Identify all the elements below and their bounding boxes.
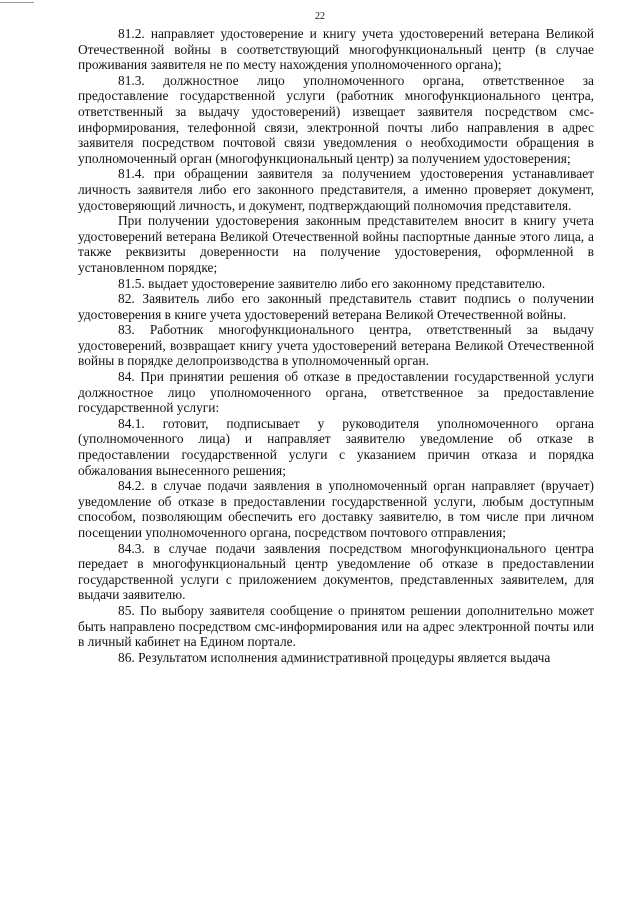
scan-corner-mark bbox=[0, 2, 34, 3]
paragraph-81-2: 81.2. направляет удостоверение и книгу учета удостоверений ветерана Великой Отечественной войны в соответствующий многофункциональный центр (в случае проживания заявителя не по месту нахождения уполномоченного органа); bbox=[78, 26, 594, 73]
paragraph-representative: При получении удостоверения законным представителем вносит в книгу учета удостоверений ветерана Великой Отечественной войны паспортные данные этого лица, а также реквизиты доверенности на получение удостоверения, оформленной в установленном порядке; bbox=[78, 213, 594, 275]
paragraph-84-2: 84.2. в случае подачи заявления в уполномоченный орган направляет (вручает) уведомление об отказе в предоставлении государственной услуги, любым доступным способом, позволяющим обеспечить его доставку заявителю, в том числе при личном посещении уполномоченного органа, посредством почтового отправления; bbox=[78, 478, 594, 540]
paragraph-86: 86. Результатом исполнения административной процедуры является выдача bbox=[118, 649, 551, 665]
paragraph-84-3: 84.3. в случае подачи заявления посредством многофункционального центра передает в многофункциональный центр уведомление об отказе в предоставлении государственной услуги с приложением документов, представленных заявителем, для выдачи заявителю. bbox=[78, 540, 594, 603]
paragraph-84: 84. При принятии решения об отказе в предоставлении государственной услуги должностное лицо уполномоченного органа, ответственное за предоставление государственной услуги: bbox=[78, 369, 594, 416]
paragraph-82: 82. Заявитель либо его законный представитель ставит подпись о получении удостоверения в книге учета удостоверений ветерана Великой Отечественной войны. bbox=[78, 291, 594, 322]
document-body bbox=[78, 26, 594, 665]
paragraph-85: 85. По выбору заявителя сообщение о принятом решении дополнительно может быть направлено посредством смс-информирования или на адрес электронной почты или в личный кабинет на Едином портале. bbox=[78, 602, 594, 650]
page-number: 22 bbox=[315, 11, 325, 22]
paragraph-83: 83. Работник многофункционального центра, ответственный за выдачу удостоверений, возвращает книгу учета удостоверений ветерана Великой Отечественной войны в порядке делопроизводства в уполномоченный орган. bbox=[78, 322, 594, 369]
paragraph-81-4: 81.4. при обращении заявителя за получением удостоверения устанавливает личность заявителя либо его законного представителя, а именно проверяет документ, удостоверяющий личность, и документ, подтверждающий полномочия представителя. bbox=[78, 166, 594, 213]
paragraph-81-3: 81.3. должностное лицо уполномоченного органа, ответственное за предоставление государственной услуги (работник многофункционального центра, ответственный за выдачу удостоверений) извещает заявителя посредством смс-информирования, телефонной связи, электронной почты либо направления в адрес заявителя посредством почтовой связи уведомления о необходимости обращения в уполномоченный орган (многофункциональный центр) за получением удостоверения; bbox=[78, 72, 594, 166]
paragraph-84-1: 84.1. готовит, подписывает у руководителя уполномоченного органа (уполномоченного лица) и направляет заявителю уведомление об отказе в предоставлении государственной услуги с указанием причин отказа и порядка обжалования вынесенного решения; bbox=[78, 415, 594, 478]
paragraph-81-5: 81.5. выдает удостоверение заявителю либо его законному представителю. bbox=[118, 275, 546, 291]
